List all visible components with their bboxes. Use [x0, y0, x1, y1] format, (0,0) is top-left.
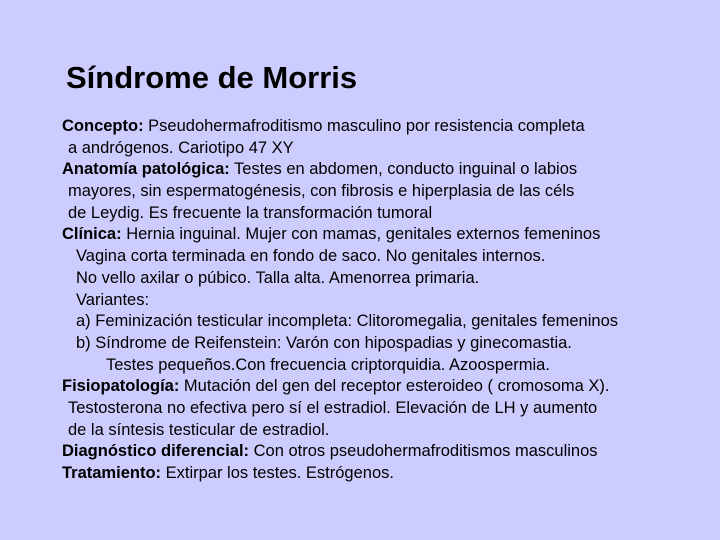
- anatomia-continuation-2: de Leydig. Es frecuente la transformación tumoral: [68, 203, 433, 222]
- fisiopatologia-continuation-1: Testosterona no efectiva pero sí el estradiol. Elevación de LH y aumento: [68, 398, 598, 417]
- tratamiento-text: Extirpar los testes. Estrógenos.: [161, 464, 394, 482]
- fisiopatologia-line: [62, 376, 712, 398]
- diagnostico-line: [62, 441, 712, 463]
- anatomia-label: Anatomía patológica:: [62, 160, 230, 179]
- clinica-line: [62, 224, 712, 246]
- concepto-text: Pseudohermafroditismo masculino por resistencia completa: [143, 117, 585, 135]
- tratamiento-label: Tratamiento:: [62, 464, 162, 482]
- clinica-variantes: Variantes:: [76, 290, 150, 309]
- anatomia-continuation-1: mayores, sin espermatogénesis, con fibrosis e hiperplasia de las céls: [68, 182, 575, 201]
- clinica-continuation-1: Vagina corta terminada en fondo de saco. No genitales internos.: [76, 247, 546, 266]
- concepto-label: Concepto:: [62, 117, 144, 135]
- clinica-continuation-2: No vello axilar o púbico. Talla alta. Amenorrea primaria.: [76, 268, 480, 287]
- anatomia-text: Testes en abdomen, conducto inguinal o labios: [229, 160, 578, 179]
- clinica-variante-a: a) Feminización testicular incompleta: Clitoromegalia, genitales femeninos: [76, 312, 619, 331]
- slide-body: [62, 116, 712, 485]
- concepto-line: [62, 116, 712, 138]
- fisiopatologia-text: Mutación del gen del receptor esteroideo ( cromosoma X).: [179, 377, 610, 396]
- diagnostico-label: Diagnóstico diferencial:: [62, 442, 250, 461]
- clinica-text: Hernia inguinal. Mujer con mamas, genitales externos femeninos: [121, 225, 601, 244]
- diagnostico-text: Con otros pseudohermafroditismos masculinos: [249, 442, 598, 461]
- clinica-variante-b: b) Síndrome de Reifenstein: Varón con hipospadias y ginecomastia.: [76, 333, 572, 352]
- fisiopatologia-continuation-2: de la síntesis testicular de estradiol.: [68, 420, 330, 439]
- clinica-label: Clínica:: [62, 225, 122, 244]
- slide-title: Síndrome de Morris: [66, 60, 358, 95]
- tratamiento-line: [62, 463, 712, 485]
- clinica-variante-b-detail: Testes pequeños.Con frecuencia criptorquidia. Azoospermia.: [106, 355, 550, 374]
- concepto-continuation: a andrógenos. Cariotipo 47 XY: [68, 138, 294, 157]
- fisiopatologia-label: Fisiopatología:: [62, 377, 180, 396]
- anatomia-line: [62, 159, 712, 181]
